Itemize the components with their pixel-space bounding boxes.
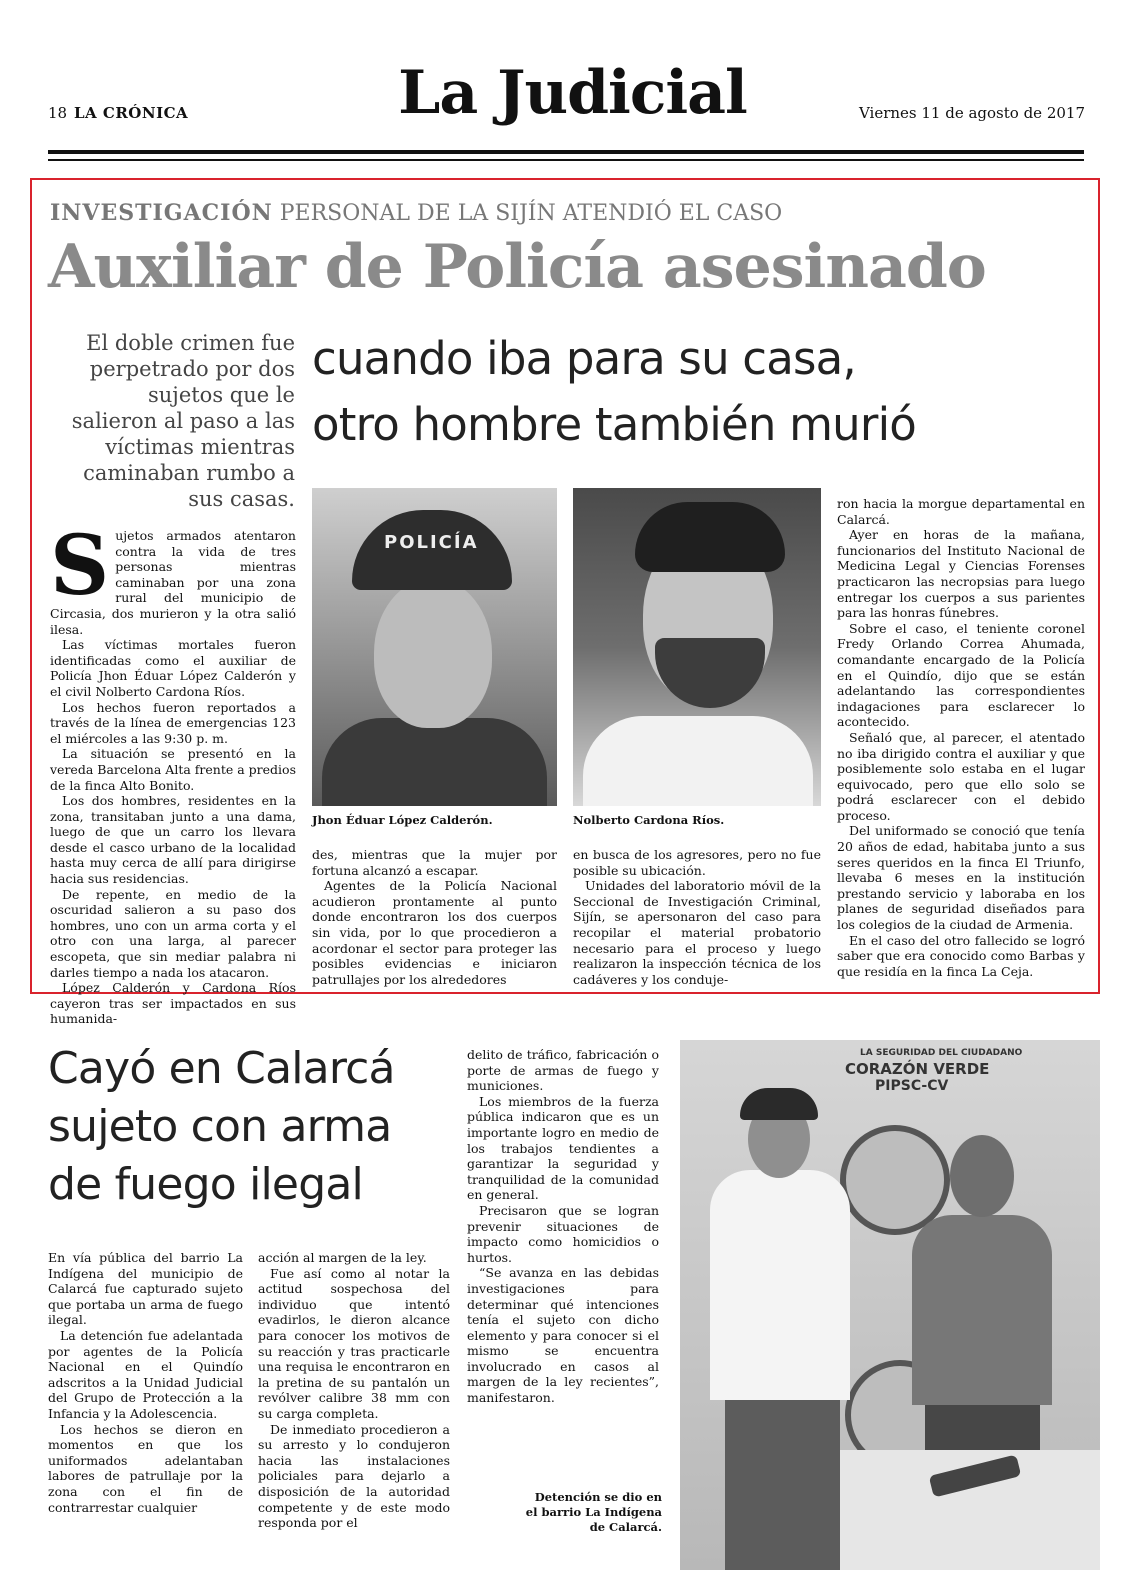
paragraph: ujetos armados atentaron contra la vida de tres personas mientras caminaban por una zona rural del municipio de Circasia, dos murieron y la otra salió ilesa. xyxy=(50,528,296,637)
article2-column-3 xyxy=(467,1047,659,1406)
banner-small-text: LA SEGURIDAD DEL CIUDADANO xyxy=(860,1048,1023,1058)
paragraph: Los hechos se dieron en momentos en que los uniformados adelantaban labores de patrullaje por la zona con el fin de contrarrestar cualquier xyxy=(48,1421,243,1515)
face-shape xyxy=(374,578,492,728)
paragraph: Sobre el caso, el teniente coronel Fredy Orlando Correa Ahumada, comandante encargado de la Policía en el Quindío, dijo que se están adelantando las correspondientes indagaciones para esclarecer lo acontecido. xyxy=(837,620,1085,730)
headline-line: Cayó en Calarcá xyxy=(48,1043,395,1094)
paragraph: La situación se presentó en la vereda Barcelona Alta frente a predios de la finca Alto Bonito. xyxy=(50,746,296,793)
article-subhead xyxy=(312,326,1102,458)
subhead-line: cuando iba para su casa, xyxy=(312,332,856,385)
banner-title: CORAZÓN VERDE xyxy=(845,1060,990,1078)
article-column-3 xyxy=(573,847,821,987)
paragraph: Fue así como al notar la actitud sospechosa del individuo que intentó evadirlos, le dieron alcance para conocer los motivos de su reacción y tras practicarle una requisa le encontraron en la pretina de su pantalón un revólver calibre 38 mm con su carga completa. xyxy=(258,1265,450,1421)
article2-headline xyxy=(48,1040,468,1214)
paragraph: Los miembros de la fuerza pública indicaron que es un importante logro en medio de los trabajos tendientes a garantizar la seguridad y tranquilidad de la comunidad en general. xyxy=(467,1093,659,1203)
suspect-figure xyxy=(912,1215,1052,1405)
paragraph: López Calderón y Cardona Ríos cayeron tras ser impactados en sus humanida- xyxy=(50,980,296,1027)
paragraph: Las víctimas mortales fueron identificadas como el auxiliar de Policía Jhon Éduar López Calderón y el civil Nolberto Cardona Ríos. xyxy=(50,637,296,699)
header-rule-thick xyxy=(48,150,1084,154)
victim-photo-civilian xyxy=(573,488,821,806)
uniform-shape xyxy=(322,718,547,806)
paragraph: Ayer en horas de la mañana, funcionarios del Instituto Nacional de Medicina Legal y Ciencias Forenses practicaron las necropsias para luego entregar los cuerpos a sus parientes para las honras fúnebres. xyxy=(837,527,1085,621)
article-kicker xyxy=(50,200,782,226)
victim-photo-police-auxiliary xyxy=(312,488,557,806)
paragraph: acción al margen de la ley. xyxy=(258,1250,427,1265)
officer-cap-shape xyxy=(740,1088,818,1120)
cap-lettering: POLICÍA xyxy=(384,532,479,553)
officer-figure xyxy=(725,1395,840,1570)
paragraph: Unidades del laboratorio móvil de la Seccional de Investigación Criminal, Sijín, se apersonaron del caso para recopilar el material probatorio necesario para el proceso y luego realizaron la inspección técnica de los cadáveres y los conduje- xyxy=(573,878,821,987)
suspect-figure xyxy=(950,1135,1014,1217)
beard-shape xyxy=(655,638,765,708)
shirt-shape xyxy=(583,716,813,806)
paragraph: delito de tráfico, fabricación o porte de armas de fuego y municiones. xyxy=(467,1047,659,1094)
paragraph: De inmediato procedieron a su arresto y lo condujeron hacia las instalaciones policiales para dejarlo a disposición de la autoridad competente y de este modo responda por el xyxy=(258,1421,450,1531)
article-column-1 xyxy=(50,518,296,1027)
subhead-line: otro hombre también murió xyxy=(312,398,917,451)
photo-caption: Jhon Éduar López Calderón. xyxy=(312,813,493,827)
paragraph: Señaló que, al parecer, el atentado no iba dirigido contra el auxiliar y que posiblemente solo estaba en el lugar equivocado, pero que ello solo se podrá esclarecer con el debido proceso. xyxy=(837,729,1085,823)
headline-line: de fuego ilegal xyxy=(48,1159,363,1210)
paragraph: De repente, en medio de la oscuridad salieron a su paso dos hombres, uno con un arma corta y el otro con una larga, al parecer escopeta, que sin mediar palabra ni darles tiempo a nada los atacaron. xyxy=(50,886,296,980)
kicker-label: INVESTIGACIÓN xyxy=(50,200,273,226)
officer-figure xyxy=(710,1170,850,1400)
paragraph: Los dos hombres, residentes en la zona, transitaban junto a una dama, luego de que un carro los llevara desde el casco urbano de la localidad hasta muy cerca de allí para dirigirse hacia sus residencias. xyxy=(50,793,296,887)
paragraph: En vía pública del barrio La Indígena del municipio de Calarcá fue capturado sujeto que portaba un arma de fuego ilegal. xyxy=(48,1250,243,1328)
publication-name: LA CRÓNICA xyxy=(74,104,189,122)
article2-column-2 xyxy=(258,1250,450,1531)
hair-shape xyxy=(635,502,785,572)
paragraph: Precisaron que se logran prevenir situaciones de impacto como homicidios o hurtos. xyxy=(467,1202,659,1265)
article-headline: Auxiliar de Policía asesinado xyxy=(48,232,986,302)
paragraph: Agentes de la Policía Nacional acudieron prontamente al punto donde encontraron los dos cuerpos sin vida, por lo que procedieron a acordonar el sector para proteger las posibles evidencias e iniciaron patrullajes por los alrededores xyxy=(312,878,557,987)
paragraph: “Se avanza en las debidas investigaciones para determinar qué intenciones tenía el sujeto con dicho elemento y para conocer si el mismo se encuentra involucrado en casos al margen de la ley recientes”, manifestaron. xyxy=(467,1265,659,1406)
article-column-2 xyxy=(312,847,557,987)
paragraph: en busca de los agresores, pero no fue posible su ubicación. xyxy=(573,847,821,878)
article-deck: El doble crimen fue perpetrado por dos sujetos que le salieron al paso a las víctimas mientras caminaban rumbo a sus casas. xyxy=(71,331,295,511)
page-number: 18 xyxy=(48,104,68,122)
paragraph: des, mientras que la mujer por fortuna alcanzó a escapar. xyxy=(312,847,557,878)
paragraph: La detención fue adelantada por agentes de la Policía Nacional en el Quindío adscritos a la Unidad Judicial del Grupo de Protección a la Infancia y la Adolescencia. xyxy=(48,1327,243,1421)
headline-line: sujeto con arma xyxy=(48,1101,392,1152)
banner-subtitle: PIPSC-CV xyxy=(875,1078,949,1094)
photo-caption: Detención se dio en el barrio La Indígena de Calarcá. xyxy=(525,1490,662,1534)
article-column-4 xyxy=(837,496,1085,979)
kicker-text: PERSONAL DE LA SIJÍN ATENDIÓ EL CASO xyxy=(279,201,783,226)
paragraph: Del uniformado se conoció que tenía 20 años de edad, habitaba junto a sus seres queridos en la finca El Triunfo, llevaba 6 meses en la institución prestando servicio y laboraba en los planes de seguridad diseñados para los colegios de la ciudad de Armenia. xyxy=(837,823,1085,933)
article2-column-1 xyxy=(48,1250,243,1515)
arrest-photo xyxy=(680,1040,1100,1570)
paragraph: En el caso del otro fallecido se logró saber que era conocido como Barbas y que residía en la finca La Ceja. xyxy=(837,932,1085,979)
photo-caption: Nolberto Cardona Ríos. xyxy=(573,813,725,827)
issue-date: Viernes 11 de agosto de 2017 xyxy=(858,104,1085,122)
section-title: La Judicial xyxy=(398,58,747,128)
drop-cap: S xyxy=(50,518,110,614)
paragraph: Los hechos fueron reportados a través de la línea de emergencias 123 el miércoles a las 9:30 p. m. xyxy=(50,699,296,746)
paragraph: ron hacia la morgue departamental en Calarcá. xyxy=(837,496,1085,527)
header-rule-thin xyxy=(48,159,1084,161)
